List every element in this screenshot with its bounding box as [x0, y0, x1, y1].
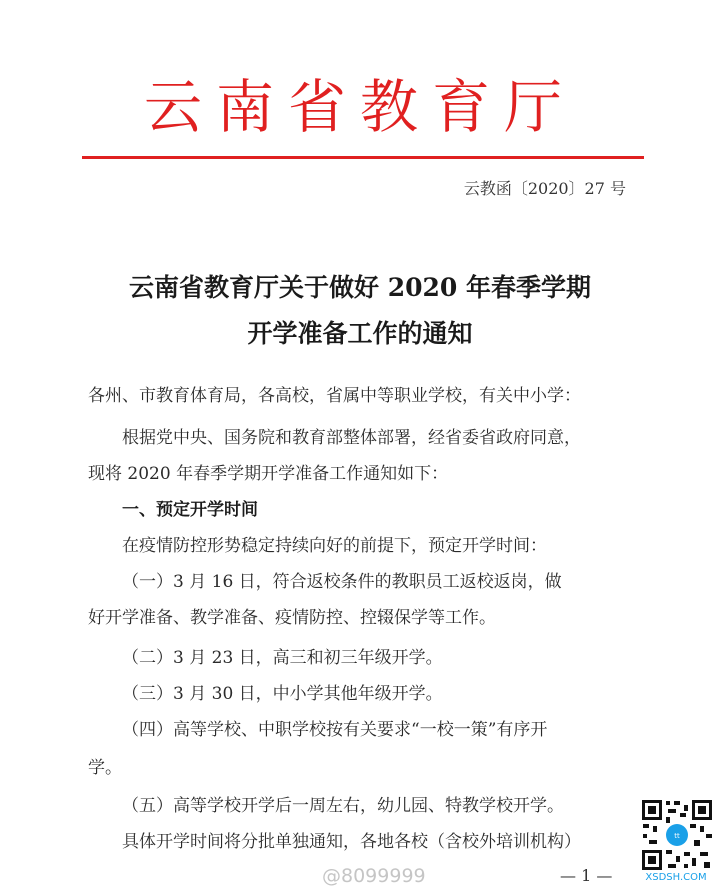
svg-text:tt: tt	[674, 832, 680, 840]
weibo-watermark: @8099999	[322, 865, 426, 887]
qr-code-icon	[638, 796, 716, 874]
section-1-lead: 在疫情防控形势稳定持续向好的前提下，预定开学时间：	[122, 536, 547, 556]
document-title-line-2: 开学准备工作的通知	[247, 319, 473, 348]
qr-site-url: XSDSH.COM	[645, 872, 707, 883]
header-red-rule	[82, 156, 644, 159]
salutation: 各州、市教育体育局，各高校，省属中等职业学校，有关中小学：	[88, 386, 581, 406]
document-title-line-1: 云南省教育厅关于做好 2020 年春季学期	[129, 273, 591, 302]
item-4-line-1: （四）高等学校、中职学校按有关要求“一校一策”有序开	[122, 720, 548, 740]
item-1-line-2: 好开学准备、教学准备、疫情防控、控辍保学等工作。	[88, 608, 496, 628]
item-4-line-2: 学。	[88, 758, 122, 778]
intro-line-1: 根据党中央、国务院和教育部整体部署，经省委省政府同意，	[122, 428, 581, 448]
item-1-line-1: （一）3 月 16 日，符合返校条件的教职员工返校返岗，做	[122, 572, 562, 592]
page-number: — 1 —	[560, 866, 613, 885]
intro-line-2: 现将 2020 年春季学期开学准备工作通知如下：	[88, 464, 449, 484]
item-3: （三）3 月 30 日，中小学其他年级开学。	[122, 684, 443, 704]
item-5: （五）高等学校开学后一周左右，幼儿园、特教学校开学。	[122, 796, 564, 816]
item-2: （二）3 月 23 日，高三和初三年级开学。	[122, 648, 443, 668]
document-number: 云教函〔2020〕27 号	[463, 179, 626, 198]
issuer-header-title: 云南省教育厅	[143, 73, 576, 141]
closing-line: 具体开学时间将分批单独通知，各地各校（含校外培训机构）	[122, 832, 581, 852]
section-1-heading: 一、预定开学时间	[122, 500, 258, 520]
